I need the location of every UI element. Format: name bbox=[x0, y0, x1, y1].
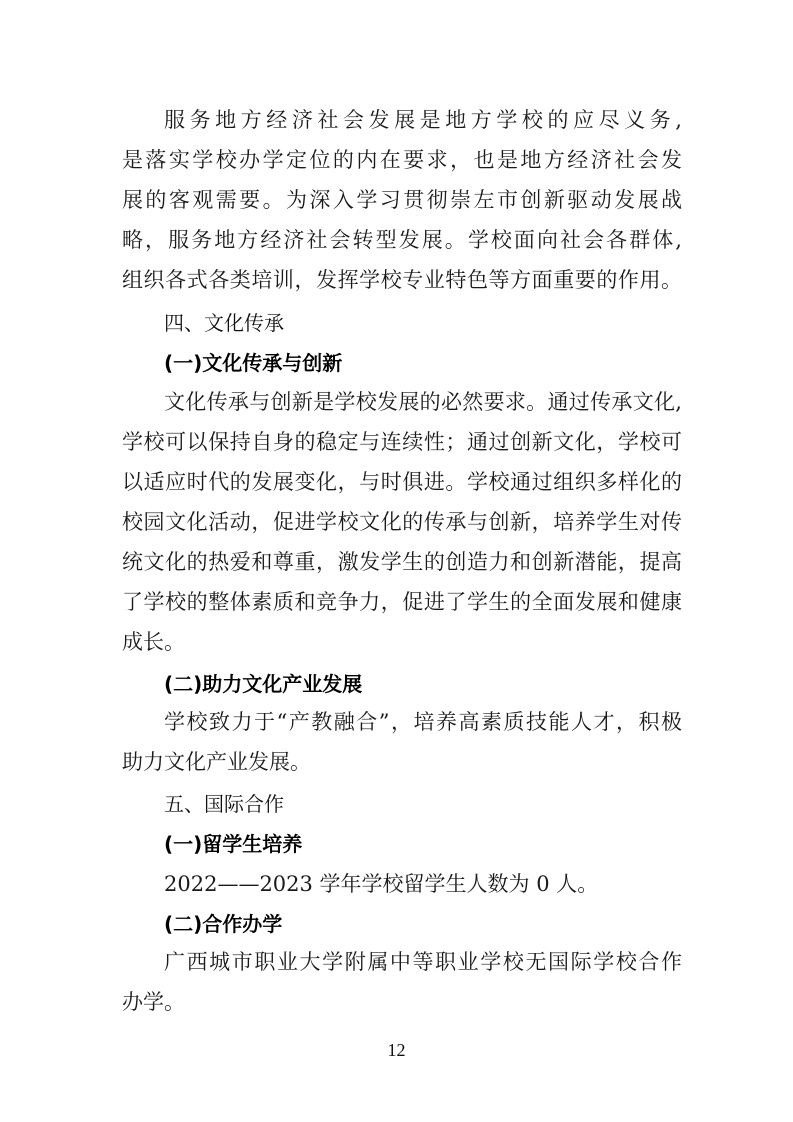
paragraph-line: 服务地方经济社会发展是地方学校的应尽义务, bbox=[164, 108, 682, 132]
paragraph-line: 学校可以保持自身的稳定与连续性；通过创新文化，学校可 bbox=[122, 430, 682, 454]
subsection-heading: (二)助力文化产业发展 bbox=[164, 672, 363, 696]
subsection-heading: (一)留学生培养 bbox=[164, 832, 303, 856]
subsection-heading: (一)文化传承与创新 bbox=[164, 351, 343, 375]
paragraph-line: 了学校的整体素质和竞争力，促进了学生的全面发展和健康 bbox=[122, 590, 682, 614]
paragraph-line: 文化传承与创新是学校发展的必然要求。通过传承文化, bbox=[164, 390, 682, 414]
paragraph-line: 广西城市职业大学附属中等职业学校无国际学校合作 bbox=[164, 950, 682, 974]
paragraph-line: 以适应时代的发展变化，与时俱进。学校通过组织多样化的 bbox=[122, 470, 682, 494]
paragraph-line: 助力文化产业发展。 bbox=[122, 750, 311, 774]
paragraph-line: 办学。 bbox=[122, 990, 185, 1014]
paragraph-line: 成长。 bbox=[122, 630, 185, 654]
subsection-heading: (二)合作办学 bbox=[164, 912, 283, 936]
paragraph-line: 统文化的热爱和尊重，激发学生的创造力和创新潜能，提高 bbox=[122, 550, 682, 574]
paragraph-line: 组织各式各类培训，发挥学校专业特色等方面重要的作用。 bbox=[122, 268, 682, 292]
section-heading: 四、文化传承 bbox=[164, 311, 284, 335]
paragraph-line: 略，服务地方经济社会转型发展。学校面向社会各群体, bbox=[122, 228, 682, 252]
page-number: 12 bbox=[387, 1040, 406, 1060]
paragraph-line: 学校致力于“产教融合”，培养高素质技能人才，积极 bbox=[164, 710, 682, 734]
paragraph-line: 展的客观需要。为深入学习贯彻崇左市创新驱动发展战 bbox=[122, 188, 682, 212]
paragraph-line: 2022——2023 学年学校留学生人数为 0 人。 bbox=[164, 872, 599, 896]
section-heading: 五、国际合作 bbox=[164, 792, 284, 816]
paragraph-line: 校园文化活动，促进学校文化的传承与创新，培养学生对传 bbox=[122, 510, 682, 534]
paragraph-line: 是落实学校办学定位的内在要求，也是地方经济社会发 bbox=[122, 148, 682, 172]
